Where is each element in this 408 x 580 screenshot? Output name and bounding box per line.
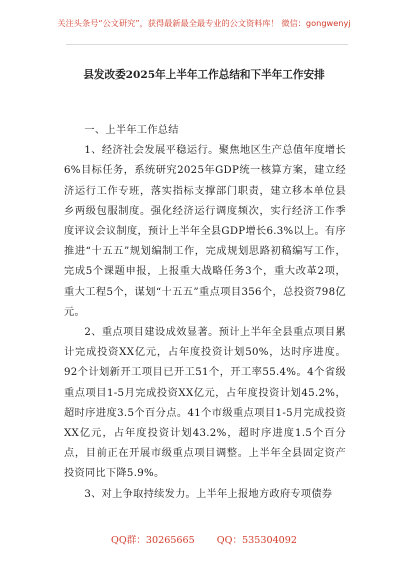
paragraph-3: 3、对上争取持续发力。上半年上报地方政府专项债券 <box>84 488 333 500</box>
header-banner: 关注头条号“公文研究”，获得最新最全最专业的公文资料库！ 微信：gongwenyj <box>57 18 351 28</box>
document-body <box>64 121 346 505</box>
document-title: 县发改委2025年上半年工作总结和下半年工作安排 <box>83 69 325 81</box>
qq-number: QQ：535304092 <box>216 535 297 546</box>
qq-group: QQ群：30265665 <box>110 535 195 546</box>
footer-contacts <box>0 532 408 546</box>
header-divider <box>66 44 348 45</box>
section-heading: 一、上半年工作总结 <box>84 125 179 136</box>
paragraph-1: 1、经济社会发展平稳运行。聚焦地区生产总值年度增长6%目标任务，系统研究2025年GDP统一核算方案，建立经济运行工作专班，落实指标支撑部门职责，建立移本单位县乡两级包服制度。强化经济运行调度频次，实行经济工作季度评议会议制度，预计上半年全县GDP增长6.3%以上。有序推进“十五五”规划编制工作，完成规划思路初稿编写工作，完成5个课题申报，上报重大战略任务3个，重大改革2项，重大工程5个，谋划“十五五”重点项目356个，总投资798亿元。 <box>64 145 346 318</box>
paragraph-2: 2、重点项目建设成效显著。预计上半年全县重点项目累计完成投资XX亿元，占年度投资计划50%，达时序进度。92个计划新开工项目已开工51个，开工率55.4%。4个省级重点项目1-5月完成投资XX亿元，占年度投资计划45.2%，超时序进度3.5个百分点。41个市级重点项目1-5月完成投资XX亿元，占年度投资计划43.2%，超时序进度1.5个百分点，目前正在开展市级重点项目调整。上半年全县固定资产投资同比下降5.9%。 <box>64 327 346 480</box>
